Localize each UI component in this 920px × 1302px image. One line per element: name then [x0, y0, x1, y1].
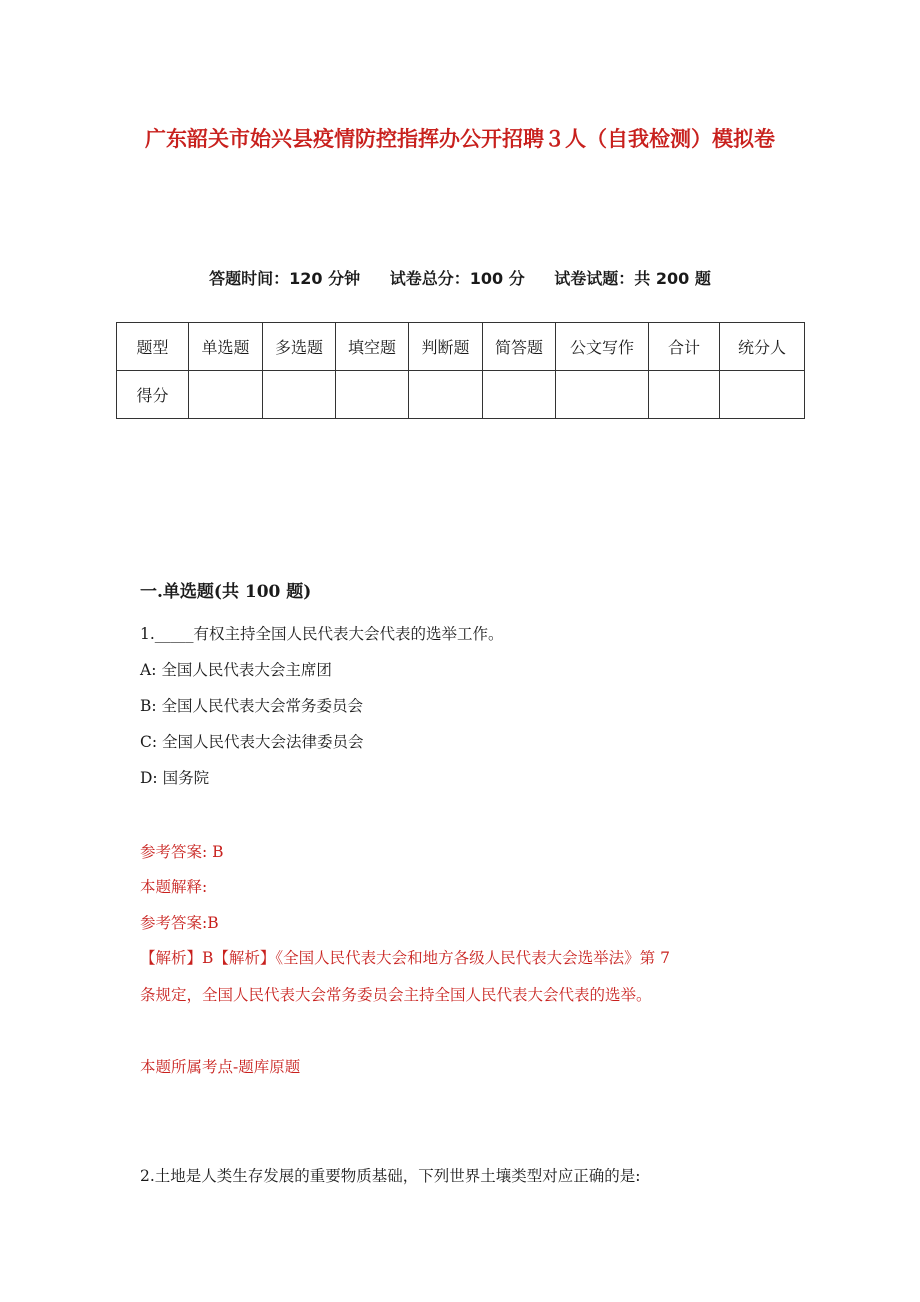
exam-total-score: 试卷总分：100 分: [389, 269, 525, 288]
question-1-option-b: B: 全国人民代表大会常务委员会: [140, 697, 364, 715]
score-table: [116, 322, 805, 419]
exam-question-count: 试卷试题：共 200 题: [554, 269, 711, 288]
exam-time: 答题时间：120 分钟: [209, 269, 361, 288]
score-cell: [556, 371, 649, 419]
exam-meta: [0, 266, 920, 289]
score-row-label: 得分: [117, 371, 189, 419]
score-header-cell: 判断题: [409, 323, 483, 371]
score-header-cell: 多选题: [263, 323, 336, 371]
question-1-option-c: C: 全国人民代表大会法律委员会: [140, 733, 364, 751]
score-header-cell: 简答题: [483, 323, 556, 371]
score-header-cell: 题型: [117, 323, 189, 371]
score-cell: [409, 371, 483, 419]
score-cell: [720, 371, 805, 419]
score-table-score-row: [117, 371, 805, 419]
score-header-cell: 统分人: [720, 323, 805, 371]
question-1-option-d: D: 国务院: [140, 769, 210, 787]
question-2-stem: 2.土地是人类生存发展的重要物质基础，下列世界土壤类型对应正确的是:: [140, 1167, 641, 1185]
question-1-analysis-line-1: 【解析】B【解析】《全国人民代表大会和地方各级人民代表大会选举法》第 7: [140, 949, 670, 967]
document-title: 广东韶关市始兴县疫情防控指挥办公开招聘３人（自我检测）模拟卷: [145, 126, 775, 151]
question-1-answer: 参考答案: B: [140, 843, 224, 861]
score-cell: [649, 371, 720, 419]
question-1-knowledge-point: 本题所属考点-题库原题: [140, 1058, 301, 1076]
question-1-stem: 1._____有权主持全国人民代表大会代表的选举工作。: [140, 625, 504, 643]
score-cell: [336, 371, 409, 419]
section-heading: 一.单选题(共 100 题): [140, 582, 312, 602]
score-header-cell: 公文写作: [556, 323, 649, 371]
question-1-answer-repeat: 参考答案:B: [140, 914, 219, 932]
score-header-cell: 填空题: [336, 323, 409, 371]
score-table-header-row: [117, 323, 805, 371]
score-header-cell: 单选题: [189, 323, 263, 371]
score-cell: [263, 371, 336, 419]
question-1-analysis-line-2: 条规定，全国人民代表大会常务委员会主持全国人民代表大会代表的选举。: [140, 986, 652, 1004]
question-1-option-a: A: 全国人民代表大会主席团: [140, 661, 332, 679]
score-header-cell: 合计: [649, 323, 720, 371]
score-cell: [483, 371, 556, 419]
question-1-explain-label: 本题解释:: [140, 878, 208, 896]
score-cell: [189, 371, 263, 419]
